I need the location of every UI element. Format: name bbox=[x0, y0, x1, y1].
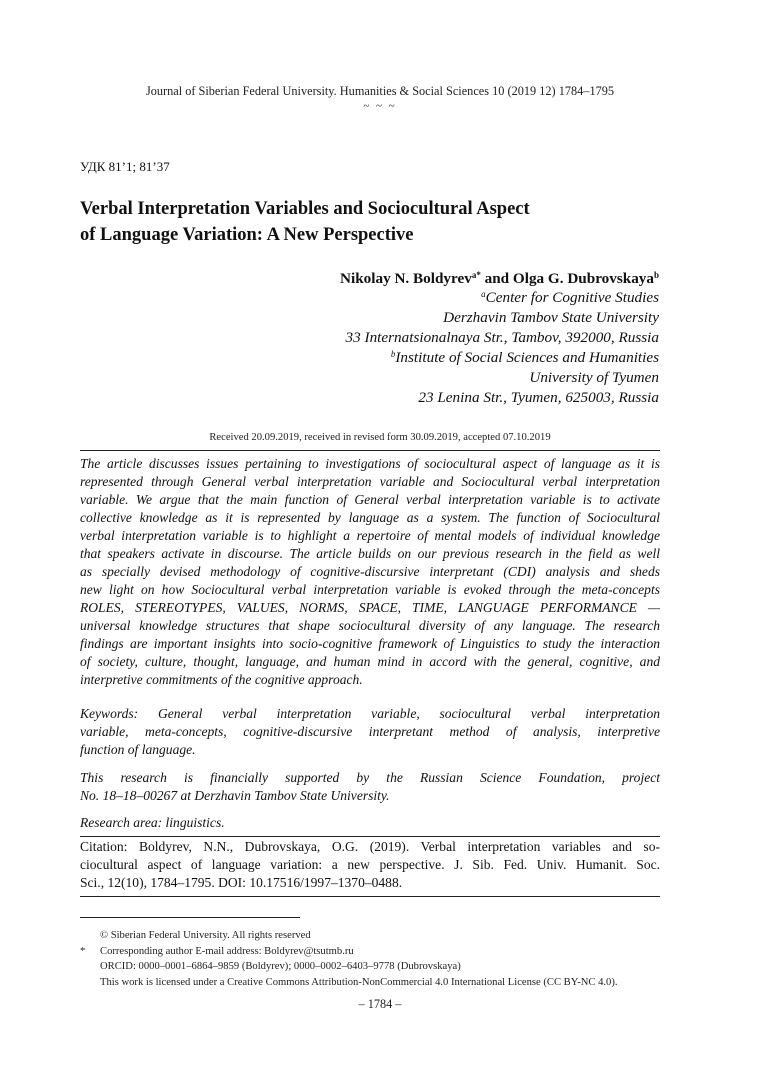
abstract-line: of society, culture, thought, language, and human mind in accord with the general, cognitive, and bbox=[80, 654, 660, 669]
footnote-star-marker: * bbox=[80, 945, 86, 957]
affiliation-b-line-3: 23 Lenina Str., Tyumen, 625003, Russia bbox=[418, 389, 659, 406]
affiliation-a-line-3: 33 Internatsionalnaya Str., Tambov, 392000, Russia bbox=[345, 329, 659, 346]
citation-bottom-rule bbox=[80, 896, 660, 897]
keywords-line: function of language. bbox=[80, 742, 196, 757]
research-area bbox=[80, 814, 660, 832]
footnotes bbox=[80, 928, 680, 990]
author-connector: and bbox=[480, 270, 513, 287]
author-2: Olga G. Dubrovskaya bbox=[512, 270, 654, 287]
abstract-line: variable. We argue that the main function of General verbal interpretation variable is to activate bbox=[80, 492, 660, 507]
abstract-line: interpretive commitments of the cognitive approach. bbox=[80, 672, 363, 687]
keywords-line: variable, meta-concepts, cognitive-discursive interpretant method of analysis, interpretive bbox=[80, 724, 660, 739]
abstract-line: verbal interpretation variable is to highlight a repertoire of mental models of individual knowledge bbox=[80, 528, 660, 543]
author-1: Nikolay N. Boldyrev bbox=[340, 270, 472, 287]
abstract-line: collective knowledge as it is represented by language as a system. The function of Sociocultural bbox=[80, 510, 660, 525]
udk-code: УДК 81’1; 81’37 bbox=[80, 159, 170, 174]
received-dates: Received 20.09.2019, received in revised form 30.09.2019, accepted 07.10.2019 bbox=[209, 432, 551, 443]
abstract-line: that speakers activate in discourse. The article builds on our previous research in the field as well bbox=[80, 546, 660, 561]
page-number: – 1784 – bbox=[358, 997, 402, 1011]
affiliation-b-line-2: University of Tyumen bbox=[529, 369, 659, 386]
article-title bbox=[80, 196, 680, 248]
author-2-marker: b bbox=[653, 270, 659, 280]
affiliation-b-line-1: $^b$Institute of Social Sciences and Humanities bbox=[390, 349, 659, 366]
affiliation-a-line-1: $^a$Center for Cognitive Studies bbox=[481, 289, 659, 306]
footnote-copyright: © Siberian Federal University. All rights reserved bbox=[100, 930, 311, 941]
affiliation-a-line-2: Derzhavin Tambov State University bbox=[443, 309, 659, 326]
research-area-line: Research area: linguistics. bbox=[80, 815, 225, 830]
abstract-line: The article discusses issues pertaining to investigations of sociocultural aspect of language as it is bbox=[80, 456, 660, 471]
abstract-line: new light on how Sociocultural verbal interpretation variable is evoked through the meta-concepts bbox=[80, 582, 660, 597]
abstract-line: as specially devised methodology of cognitive-discursive interpretant (CDI) analysis and sheds bbox=[80, 564, 660, 579]
footnote-orcid: ORCID: 0000–0001–6864–9859 (Boldyrev); 0000–0002–6403–9778 (Dubrovskaya) bbox=[100, 961, 461, 972]
footnote-rule bbox=[80, 917, 300, 918]
citation bbox=[80, 838, 660, 892]
affiliation-a-marker: a bbox=[481, 289, 486, 299]
citation-line: Citation: Boldyrev, N.N., Dubrovskaya, O.G. (2019). Verbal interpretation variables and so- bbox=[80, 839, 660, 854]
abstract-line: represented through General verbal interpretation variable and Sociocultural verbal interpretation bbox=[80, 474, 660, 489]
citation-top-rule bbox=[80, 836, 660, 837]
abstract-top-rule bbox=[80, 450, 660, 451]
abstract-line: universal knowledge structures that shape sociocultural diversity of any language. The research bbox=[80, 618, 660, 633]
author-1-marker: a* bbox=[471, 270, 481, 280]
funding-note bbox=[80, 769, 660, 805]
title-line-2: of Language Variation: A New Perspective bbox=[80, 225, 414, 245]
author-line bbox=[340, 270, 659, 288]
affiliations bbox=[346, 288, 659, 408]
citation-line: ciocultural aspect of language variation: a new perspective. J. Sib. Fed. Univ. Humanit. Soc. bbox=[80, 857, 660, 872]
journal-header: Journal of Siberian Federal University. Humanities & Social Sciences 10 (2019 12) 1784–1795 bbox=[145, 84, 615, 98]
abstract-line: findings are important insights into socio-cognitive framework of Linguistics to study the interaction bbox=[80, 636, 660, 651]
abstract-line: ROLES, STEREOTYPES, VALUES, NORMS, SPACE, TIME, LANGUAGE PERFORMANCE — bbox=[80, 600, 660, 615]
header-separator: ~ ~ ~ bbox=[363, 100, 397, 112]
funding-line: This research is financially supported by the Russian Science Foundation, project bbox=[80, 770, 660, 785]
keywords-line: Keywords: General verbal interpretation variable, sociocultural verbal interpretation bbox=[80, 706, 660, 721]
keywords bbox=[80, 705, 660, 759]
affiliation-b-marker: b bbox=[390, 349, 396, 359]
footnote-license: This work is licensed under a Creative Commons Attribution-NonCommercial 4.0 International License (CC BY-NC 4.0). bbox=[100, 976, 618, 988]
citation-line: Sci., 12(10), 1784–1795. DOI: 10.17516/1997–1370–0488. bbox=[80, 875, 403, 890]
abstract bbox=[80, 455, 660, 689]
title-line-1: Verbal Interpretation Variables and Sociocultural Aspect bbox=[80, 199, 530, 219]
funding-line: No. 18–18–00267 at Derzhavin Tambov State University. bbox=[80, 788, 390, 803]
footnote-corresponding: * Corresponding author E-mail address: Boldyrev@tsutmb.ru bbox=[80, 944, 680, 960]
